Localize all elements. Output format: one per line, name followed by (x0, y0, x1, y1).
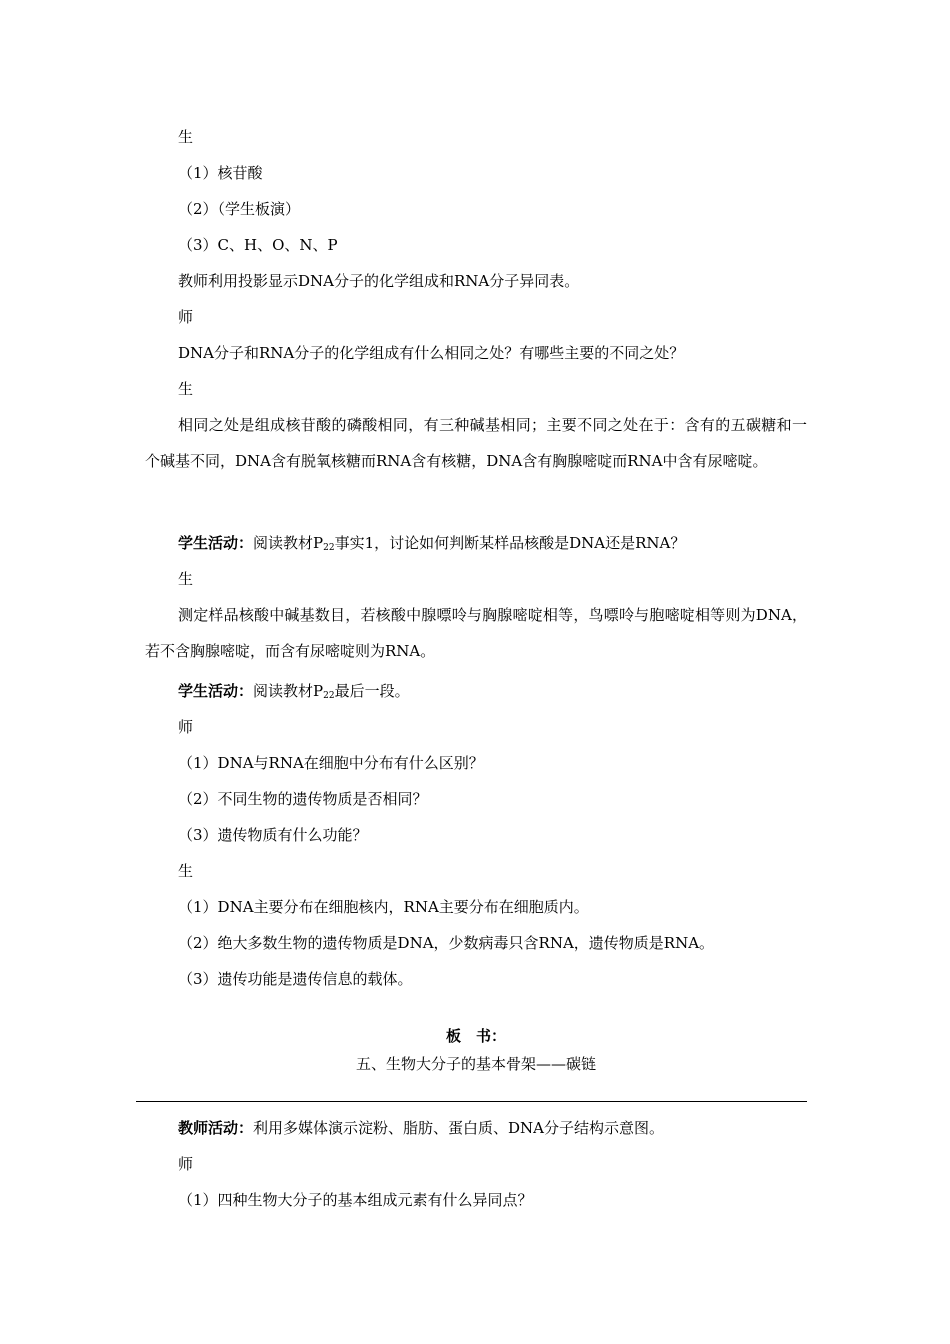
answer-paragraph: 相同之处是组成核苷酸的磷酸相同，有三种碱基相同；主要不同之处在于：含有的五碳糖和一个碱基不同，DNA含有脱氧核糖而RNA含有核糖，DNA含有胸腺嘧啶而RNA中含有尿嘧啶。 (145, 416, 807, 470)
answer-line: （3）C、H、O、N、P (178, 236, 338, 254)
question-line: （1）DNA与RNA在细胞中分布有什么区别？ (178, 754, 484, 772)
teacher-activity (178, 1118, 664, 1138)
answer-line: （2）绝大多数生物的遗传物质是DNA，少数病毒只含RNA，遗传物质是RNA。 (178, 934, 715, 952)
question-line: DNA分子和RNA分子的化学组成有什么相同之处？有哪些主要的不同之处？ (178, 344, 685, 362)
activity-label: 学生活动： (178, 682, 254, 700)
speaker-student: 生 (178, 380, 194, 398)
teacher-note: 教师利用投影显示DNA分子的化学组成和RNA分子异同表。 (178, 272, 580, 290)
subscript: 22 (323, 691, 335, 701)
activity-text: 利用多媒体演示淀粉、脂肪、蛋白质、DNA分子结构示意图。 (253, 1119, 665, 1137)
section-title: 五、生物大分子的基本骨架——碳链 (355, 1055, 596, 1073)
speaker-teacher: 师 (178, 308, 194, 326)
subscript: 22 (323, 543, 335, 553)
speaker-student: 生 (178, 862, 194, 880)
activity-text: 事实1，讨论如何判断某样品核酸是DNA还是RNA？ (334, 534, 686, 552)
student-activity (178, 681, 410, 706)
speaker-teacher: 师 (178, 1155, 194, 1173)
answer-line: （1）核苷酸 (178, 164, 263, 182)
speaker-student: 生 (178, 128, 194, 146)
divider-line (136, 1101, 807, 1102)
student-activity (178, 533, 685, 558)
question-line: （2）不同生物的遗传物质是否相同？ (178, 790, 428, 808)
speaker-student: 生 (178, 570, 194, 588)
speaker-teacher: 师 (178, 718, 194, 736)
activity-label: 学生活动： (178, 534, 254, 552)
answer-line: （3）遗传功能是遗传信息的载体。 (178, 970, 413, 988)
question-line: （1）四种生物大分子的基本组成元素有什么异同点？ (178, 1191, 533, 1209)
board-heading: 板 书： (445, 1027, 506, 1045)
activity-text: 阅读教材P (253, 534, 324, 552)
activity-text: 最后一段。 (334, 682, 410, 700)
answer-paragraph: 测定样品核酸中碱基数目，若核酸中腺嘌呤与胸腺嘧啶相等，鸟嘌呤与胞嘧啶相等则为DNA，若不含胸腺嘧啶，而含有尿嘧啶则为RNA。 (145, 606, 807, 660)
activity-text: 阅读教材P (253, 682, 324, 700)
question-line: （3）遗传物质有什么功能？ (178, 826, 368, 844)
answer-line: （2）（学生板演） (178, 200, 301, 218)
activity-label: 教师活动： (178, 1119, 254, 1137)
answer-line: （1）DNA主要分布在细胞核内，RNA主要分布在细胞质内。 (178, 898, 589, 916)
